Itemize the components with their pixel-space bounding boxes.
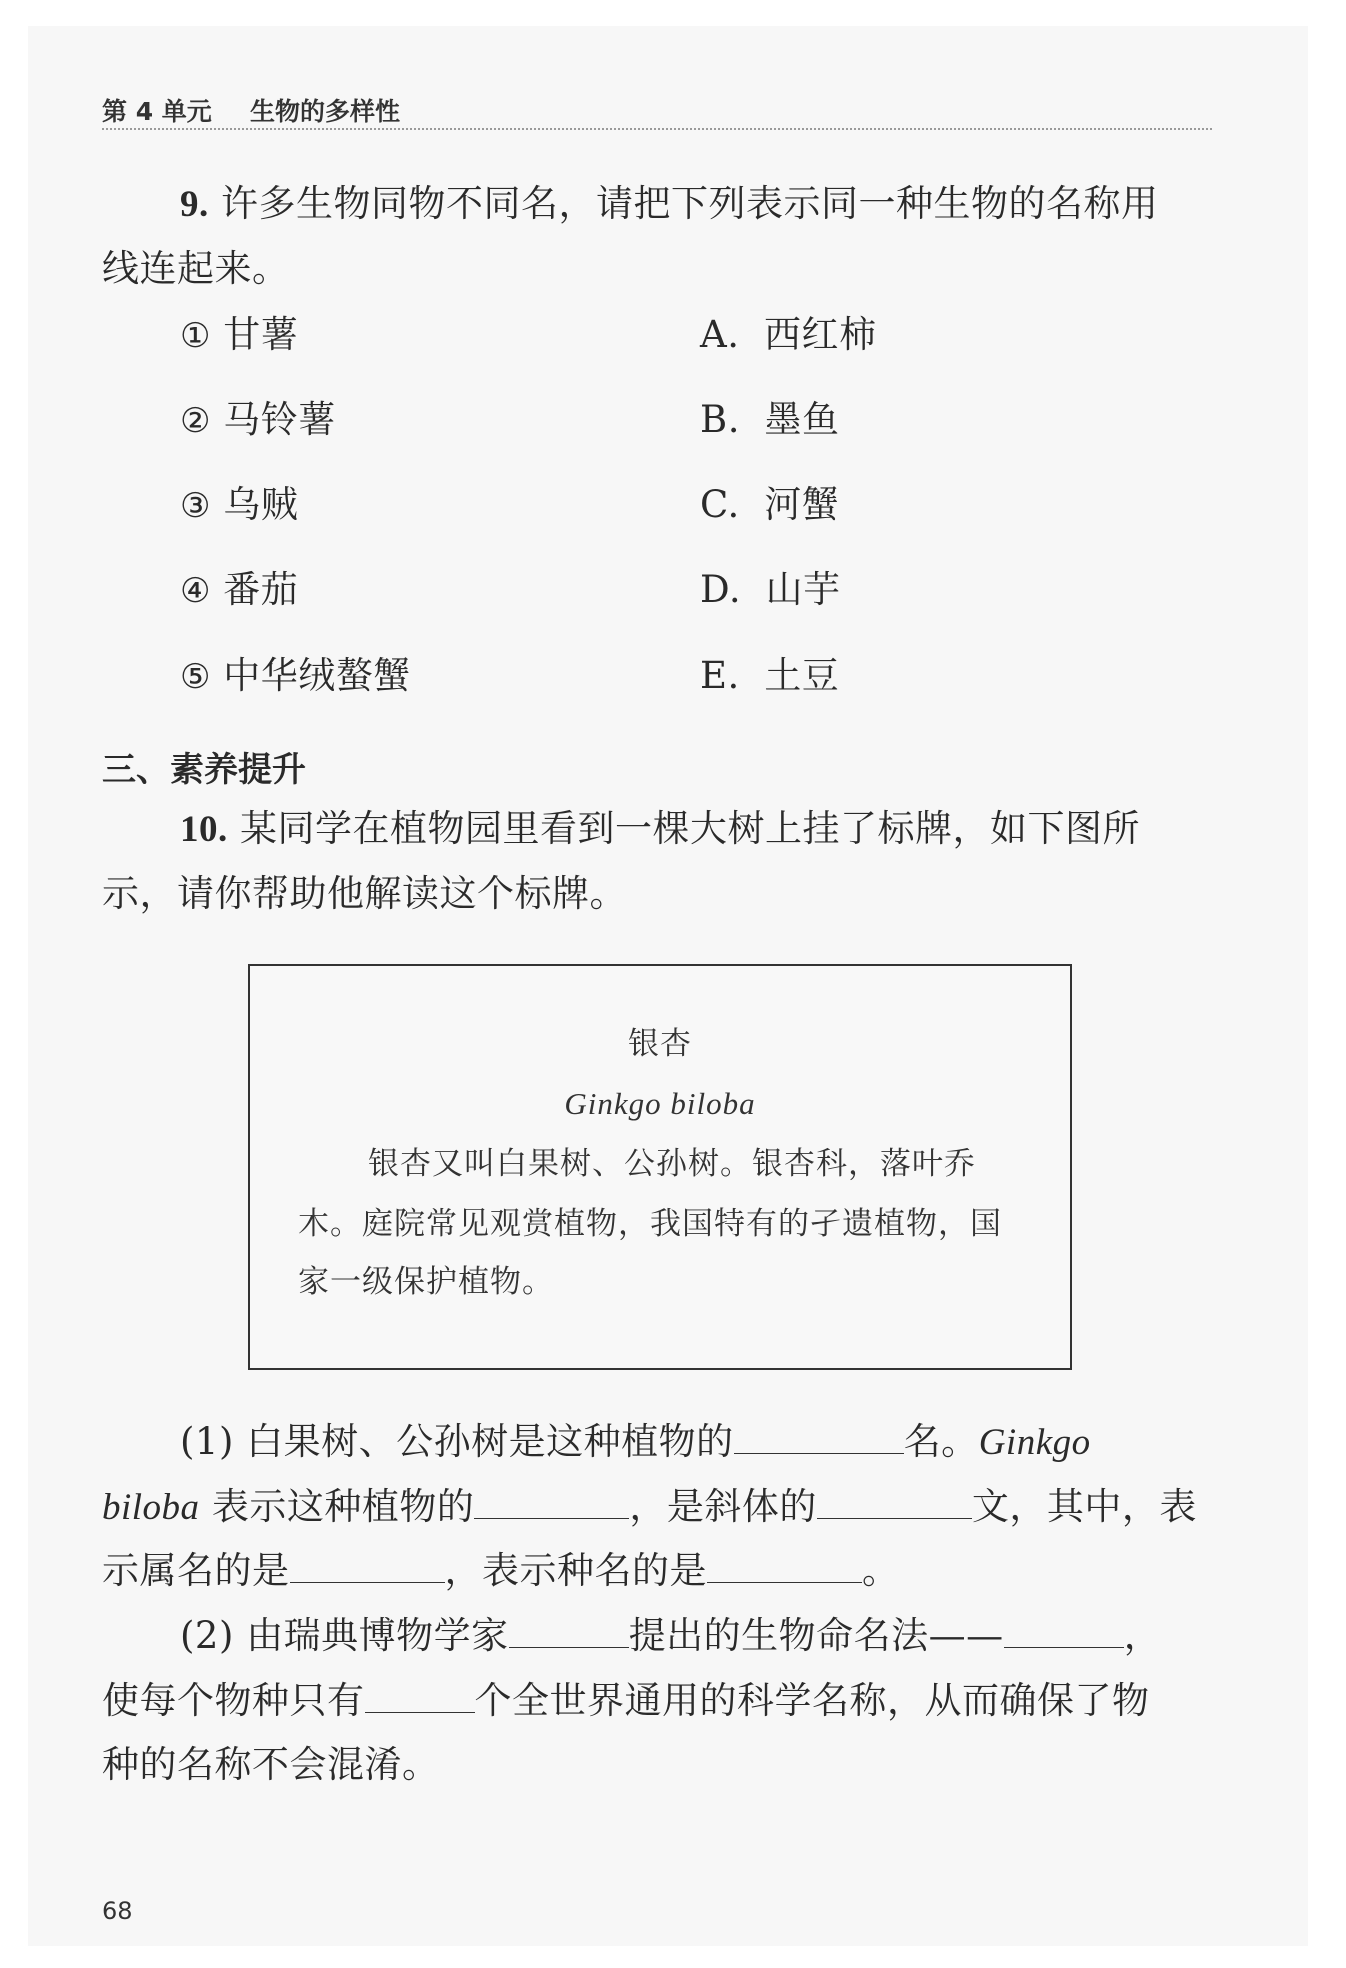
page-number: 68 <box>102 1897 133 1925</box>
option-text: 甘薯 <box>223 313 299 356</box>
left-option-2 <box>180 396 336 445</box>
sub1-text-e: 表示这种植物的 <box>211 1485 475 1528</box>
answer-blank[interactable] <box>707 1546 862 1583</box>
option-text: 山芋 <box>765 568 841 611</box>
question-9-line2: 线连起来。 <box>102 247 290 290</box>
sub1-line1 <box>180 1417 1091 1467</box>
left-option-1 <box>180 311 298 360</box>
option-letter: B. <box>700 398 740 441</box>
sub2-label: (2) <box>180 1614 234 1657</box>
answer-blank[interactable] <box>734 1417 904 1454</box>
sign-desc-line2: 木。庭院常见观赏植物，我国特有的孑遗植物，国 <box>298 1206 1002 1242</box>
section-title: 三、素养提升 <box>102 750 306 790</box>
right-option-a <box>700 311 877 359</box>
question-9-line1 <box>180 180 1159 229</box>
question-10-line2: 示，请你帮助他解读这个标牌。 <box>102 872 627 915</box>
option-number: ④ <box>180 571 211 611</box>
sign-name: 银杏 <box>628 1026 692 1062</box>
sub1-line2 <box>102 1482 1197 1532</box>
option-text: 河蟹 <box>764 483 840 526</box>
option-letter: D. <box>700 568 742 611</box>
sub1-text-a: 白果树、公孙树是这种植物的 <box>246 1420 734 1463</box>
sub2-text-a: 由瑞典博物学家 <box>246 1614 509 1657</box>
sub1-italic-genus: Ginkgo <box>978 1422 1091 1463</box>
option-number: ① <box>180 316 211 356</box>
sub2-line3: 种的名称不会混淆。 <box>102 1743 440 1786</box>
sub1-italic-species: biloba <box>102 1487 200 1528</box>
question-10-number: 10. <box>180 809 228 850</box>
left-option-4 <box>180 566 298 615</box>
sub2-text-e: 个全世界通用的科学名称，从而确保了物 <box>474 1679 1150 1722</box>
option-text: 马铃薯 <box>223 398 336 441</box>
option-number: ⑤ <box>180 657 211 697</box>
sub2-text-c: ， <box>1123 1614 1162 1657</box>
sub1-label: (1) <box>180 1420 234 1463</box>
sub2-text-b: 提出的生物命名法—— <box>628 1614 1004 1657</box>
unit-title: 生物的多样性 <box>250 97 401 126</box>
option-number: ② <box>180 401 211 441</box>
option-letter: C. <box>700 483 740 526</box>
question-9-number: 9. <box>180 184 209 225</box>
sub2-line2 <box>102 1676 1150 1725</box>
answer-blank[interactable] <box>817 1482 972 1519</box>
left-option-5 <box>180 652 411 701</box>
option-text: 墨鱼 <box>764 398 840 441</box>
sub1-text-i: ，表示种名的是 <box>444 1549 707 1592</box>
option-text: 中华绒螯蟹 <box>223 654 411 697</box>
sign-desc-line1: 银杏又叫白果树、公孙树。银杏科，落叶乔 <box>368 1146 976 1182</box>
answer-blank[interactable] <box>509 1611 629 1648</box>
right-option-d <box>700 566 841 614</box>
option-text: 乌贼 <box>223 483 299 526</box>
option-text: 西红柿 <box>764 313 877 356</box>
left-option-3 <box>180 481 298 530</box>
answer-blank[interactable] <box>474 1482 629 1519</box>
option-number: ③ <box>180 486 211 526</box>
question-9-text: 许多生物同物不同名，请把下列表示同一种生物的名称用 <box>221 182 1159 225</box>
question-10-line1 <box>180 805 1140 854</box>
sign-desc-line3: 家一级保护植物。 <box>298 1264 554 1300</box>
option-text: 土豆 <box>764 654 840 697</box>
plant-sign <box>248 964 1072 1370</box>
option-letter: E. <box>700 654 740 697</box>
running-header <box>102 92 1212 130</box>
option-letter: A. <box>700 313 740 356</box>
unit-label: 第 4 单元 <box>102 97 212 126</box>
sub1-text-f: ，是斜体的 <box>629 1485 817 1528</box>
answer-blank[interactable] <box>365 1676 475 1713</box>
right-option-b <box>700 396 839 444</box>
sign-latin-name: Ginkgo biloba <box>564 1086 756 1121</box>
sub1-text-b: 名。 <box>903 1420 979 1463</box>
sub1-line3 <box>102 1546 900 1595</box>
sub1-text-j: 。 <box>862 1549 900 1592</box>
answer-blank[interactable] <box>1004 1611 1124 1648</box>
option-text: 番茄 <box>223 568 299 611</box>
answer-blank[interactable] <box>290 1546 445 1583</box>
sub1-text-g: 文，其中，表 <box>971 1485 1197 1528</box>
right-option-c <box>700 481 839 529</box>
sub1-text-h: 示属名的是 <box>102 1549 290 1592</box>
right-option-e <box>700 652 839 700</box>
question-10-text: 某同学在植物园里看到一棵大树上挂了标牌，如下图所 <box>240 807 1141 850</box>
sub2-line1 <box>180 1611 1161 1660</box>
sub2-text-d: 使每个物种只有 <box>102 1679 365 1722</box>
